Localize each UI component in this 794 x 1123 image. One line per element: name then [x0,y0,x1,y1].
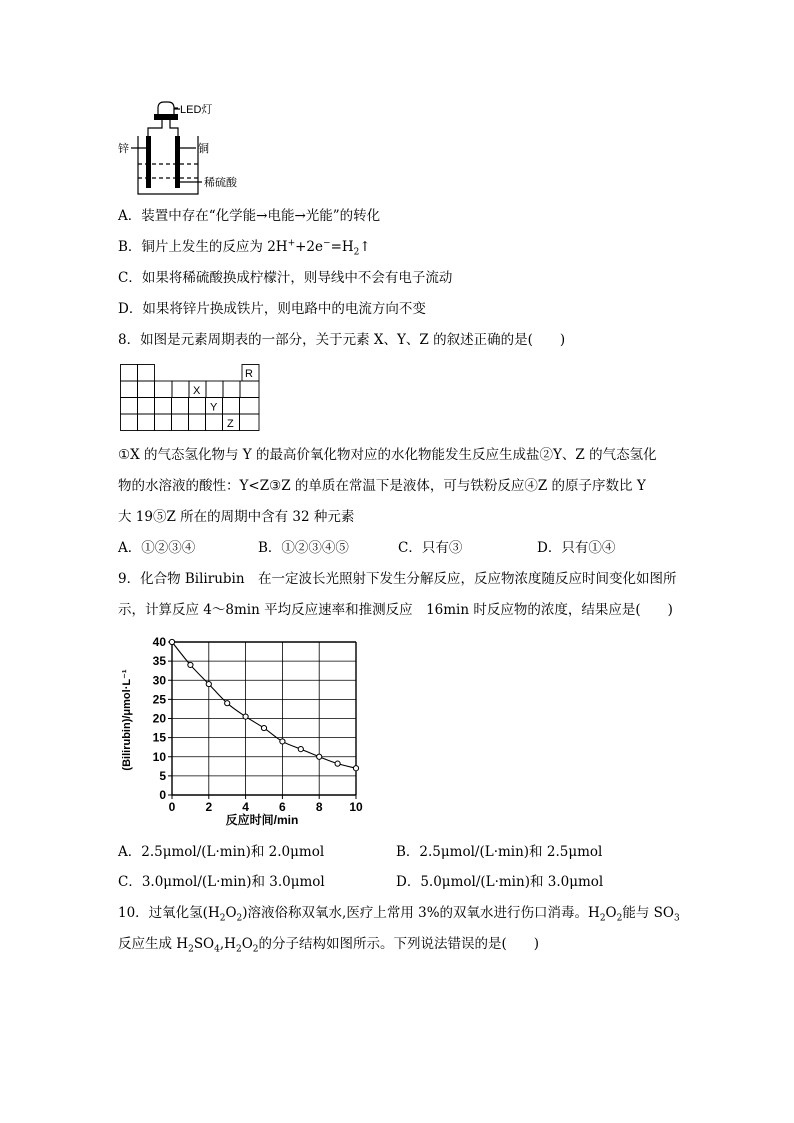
q8-statements-line2: 物的水溶液的酸性：Y<Z③Z 的单质在常温下是液体，可与铁粉反应④Z 的原子序数比 Y [118,478,646,494]
q8-option-d: D．只有①④ [537,540,616,556]
x-tick-label: 0 [168,800,176,814]
zinc-label: 锌 [118,143,129,155]
y-tick-label: 35 [152,654,166,669]
led-label: LED灯 [180,104,213,116]
data-point [225,701,230,706]
data-point [298,747,303,752]
q7-option-a: A．装置中存在“化学能→电能→光能”的转化 [118,208,381,224]
q10-stem-line2: 反应生成 $H_2SO_4,H_2O_2$的分子结构如图所示。下列说法错误的是( ) [118,936,540,955]
x-tick-label: 4 [242,800,249,814]
data-point [188,662,193,667]
q10-stem-line1: 10．过氧化氢$(H_2O_2)$溶液俗称双氧水,医疗上常用 3%的双氧水进行伤口消毒。$H_2O_2$能与 $SO_3$ [118,905,680,924]
element-x: X [193,385,201,397]
y-tick-label: 15 [152,730,166,745]
q7-option-c: C．如果将稀硫酸换成柠檬汁，则导线中不会有电子流动 [118,270,453,286]
q7-option-b: B．铜片上发生的反应为 $2H^++2e^-=H_2↑$ [118,238,371,258]
y-tick-label: 30 [152,673,166,688]
y-tick-label: 20 [152,711,166,726]
data-point [335,761,340,766]
q9-stem-line1: 9．化合物 Bilirubin 在一定波长光照射下发生分解反应，反应物浓度随反应时间变化如图所 [118,571,677,587]
x-tick-label: 8 [315,800,323,814]
copper-label: 铜 [198,143,209,155]
y-axis-label: (Bilirubin)/μmol·L⁻¹ [121,669,133,771]
q9-option-d: D．5.0μmol/(L·min)和 3.0μmol [396,874,604,890]
galvanic-cell-figure [118,100,258,200]
q8-option-c: C．只有③ [398,540,463,556]
led-base [154,114,178,120]
q8-option-a: A．①②③④ [118,540,196,556]
q8-option-b: B．①②③④⑤ [258,540,349,556]
q7-option-d: D．如果将锌片换成铁片，则电路中的电流方向不变 [118,301,426,317]
y-tick-label: 10 [152,749,166,764]
data-point [261,725,266,730]
q8-statements-line3: 大 19⑤Z 所在的周期中含有 32 种元素 [118,509,355,525]
y-tick-label: 25 [152,692,166,707]
data-point [206,681,211,686]
y-tick-label: 40 [152,635,166,649]
data-point [243,714,248,719]
periodic-table-fragment [120,364,262,432]
x-tick-label: 6 [279,800,286,814]
x-tick-label: 10 [349,800,363,814]
data-point [317,754,322,759]
data-point [353,766,358,771]
data-point [280,739,285,744]
x-axis-label: 反应时间/min [225,813,299,827]
q9-option-c: C．3.0μmol/(L·min)和 3.0μmol [118,874,325,890]
led-dome [158,102,174,114]
q9-option-b: B．2.5μmol/(L·min)和 2.5μmol [396,844,603,860]
element-r: R [245,368,253,380]
acid-label: 稀硫酸 [204,177,237,189]
q8-stem: 8．如图是元素周期表的一部分，关于元素 X、Y、Z 的叙述正确的是( ) [118,332,566,348]
bilirubin-chart [118,632,378,832]
y-tick-label: 0 [159,788,166,802]
zinc-electrode [146,136,151,188]
q9-stem-line2: 示，计算反应 4～8min 平均反应速率和推测反应 16min 时反应物的浓度，结果应是( ) [118,602,673,618]
q8-statements-line1: ①X 的气态氢化物与 Y 的最高价氧化物对应的水化物能发生反应生成盐②Y、Z 的气态氢化 [118,447,657,463]
element-z: Z [227,418,234,430]
copper-electrode [175,136,180,188]
x-tick-label: 2 [205,800,213,814]
q9-option-a: A．2.5μmol/(L·min)和 2.0μmol [118,844,325,860]
y-tick-label: 5 [159,768,166,783]
data-point [169,639,174,644]
element-y: Y [210,401,218,414]
